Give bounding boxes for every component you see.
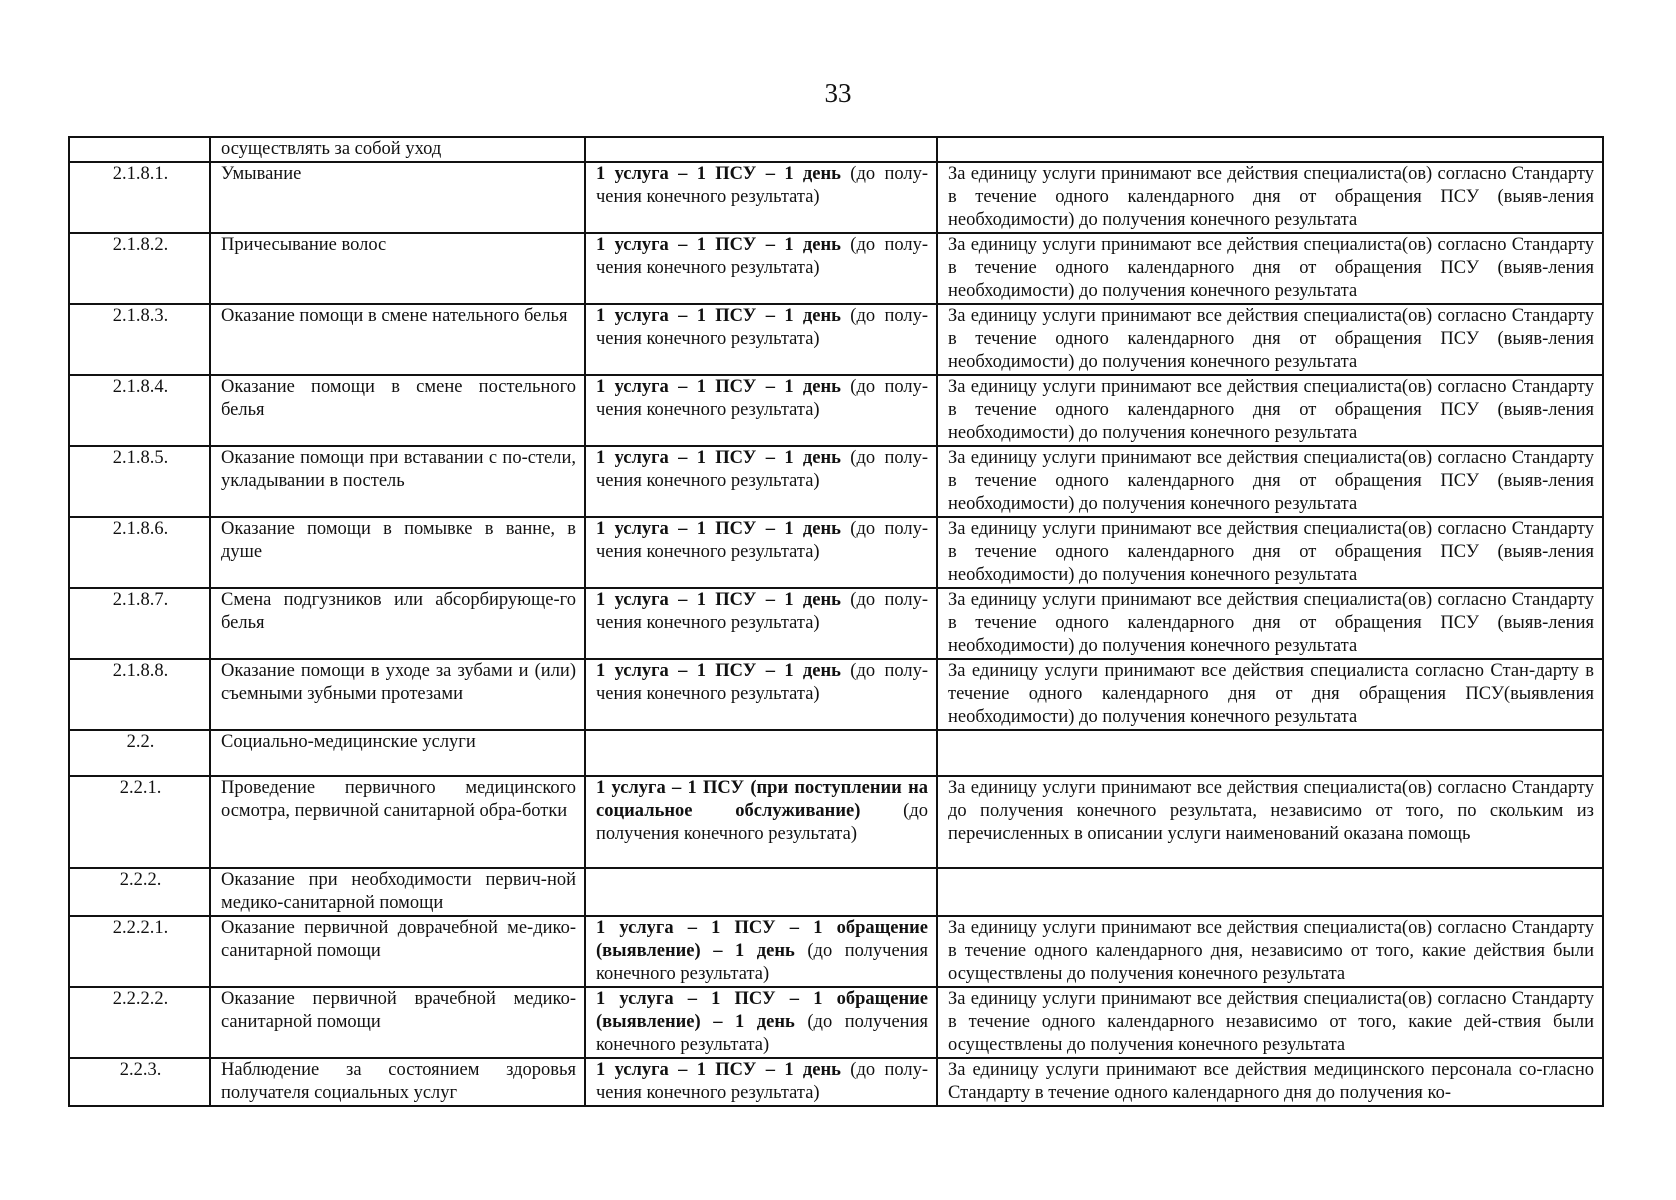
table-row [69, 916, 1603, 987]
page-number: 33 [824, 78, 852, 108]
service-name: Умывание [210, 162, 585, 233]
service-name: Проведение первичного медицинского осмотра, первичной санитарной обра-ботки [210, 776, 585, 868]
service-description: За единицу услуги принимают все действия специалиста(ов) согласно Стандарту в течение одного календарного дня, независимо от того, какие действия были осуществлены до получения конечного результата [937, 916, 1603, 987]
service-name: Оказание первичной врачебной медико-санитарной помощи [210, 987, 585, 1058]
service-unit: 1 услуга – 1 ПСУ – 1 день (до полу-чения конечного результата) [585, 588, 937, 659]
service-name: Оказание помощи в смене нательного белья [210, 304, 585, 375]
row-number: 2.1.8.8. [69, 659, 210, 730]
service-description [937, 137, 1603, 162]
service-name: Оказание помощи в смене постельного белья [210, 375, 585, 446]
table-row [69, 517, 1603, 588]
service-unit: 1 услуга – 1 ПСУ – 1 день (до полу-чения конечного результата) [585, 233, 937, 304]
service-unit: 1 услуга – 1 ПСУ – 1 день (до полу-чения конечного результата) [585, 446, 937, 517]
service-description: За единицу услуги принимают все действия специалиста(ов) согласно Стандарту до получения конечного результата, независимо от того, по скольким из перечисленных в описании услуги наименований оказана помощь [937, 776, 1603, 868]
row-number: 2.1.8.3. [69, 304, 210, 375]
row-number: 2.1.8.5. [69, 446, 210, 517]
service-unit: 1 услуга – 1 ПСУ – 1 обращение (выявление) – 1 день (до получения конечного результата) [585, 916, 937, 987]
service-name: Оказание помощи при вставании с по-стели, укладывании в постель [210, 446, 585, 517]
table-row [69, 868, 1603, 916]
row-number: 2.2.2.2. [69, 987, 210, 1058]
service-description: За единицу услуги принимают все действия специалиста(ов) согласно Стандарту в течение одного календарного дня от обращения ПСУ (выяв-ления необходимости) до получения конечного результата [937, 233, 1603, 304]
service-unit [585, 868, 937, 916]
service-unit: 1 услуга – 1 ПСУ – 1 день (до полу-чения конечного результата) [585, 659, 937, 730]
service-unit [585, 137, 937, 162]
row-number: 2.1.8.4. [69, 375, 210, 446]
table-row [69, 162, 1603, 233]
service-description: За единицу услуги принимают все действия специалиста(ов) согласно Стандарту в течение одного календарного дня от обращения ПСУ (выяв-ления необходимости) до получения конечного результата [937, 304, 1603, 375]
service-unit [585, 730, 937, 776]
service-name: Социально-медицинские услуги [210, 730, 585, 776]
table-row [69, 233, 1603, 304]
service-description: За единицу услуги принимают все действия медицинского персонала со-гласно Стандарту в течение одного календарного дня до получения ко- [937, 1058, 1603, 1106]
row-number: 2.1.8.2. [69, 233, 210, 304]
row-number: 2.1.8.6. [69, 517, 210, 588]
service-unit: 1 услуга – 1 ПСУ (при поступлении на социальное обслуживание) (до получения конечного результата) [585, 776, 937, 868]
row-number: 2.2.2.1. [69, 916, 210, 987]
row-number: 2.1.8.1. [69, 162, 210, 233]
service-unit: 1 услуга – 1 ПСУ – 1 обращение (выявление) – 1 день (до получения конечного результата) [585, 987, 937, 1058]
row-number [69, 137, 210, 162]
row-number: 2.2.2. [69, 868, 210, 916]
table-row [69, 304, 1603, 375]
service-name: Оказание помощи в уходе за зубами и (или) съемными зубными протезами [210, 659, 585, 730]
row-number: 2.2.1. [69, 776, 210, 868]
service-name: Оказание при необходимости первич-ной медико-санитарной помощи [210, 868, 585, 916]
service-name: Причесывание волос [210, 233, 585, 304]
table-row [69, 375, 1603, 446]
row-number: 2.2. [69, 730, 210, 776]
service-description: За единицу услуги принимают все действия специалиста(ов) согласно Стандарту в течение одного календарного дня от обращения ПСУ (выяв-ления необходимости) до получения конечного результата [937, 446, 1603, 517]
service-description: За единицу услуги принимают все действия специалиста согласно Стан-дарту в течение одного календарного дня от дня обращения ПСУ(выявления необходимости) до получения конечного результата [937, 659, 1603, 730]
service-name: осуществлять за собой уход [210, 137, 585, 162]
service-description: За единицу услуги принимают все действия специалиста(ов) согласно Стандарту в течение одного календарного независимо от того, какие дей-ствия были осуществлены до получения конечного результата [937, 987, 1603, 1058]
row-number: 2.2.3. [69, 1058, 210, 1106]
table-row [69, 776, 1603, 868]
row-number: 2.1.8.7. [69, 588, 210, 659]
table-row [69, 987, 1603, 1058]
service-description [937, 730, 1603, 776]
service-unit: 1 услуга – 1 ПСУ – 1 день (до полу-чения конечного результата) [585, 375, 937, 446]
service-unit: 1 услуга – 1 ПСУ – 1 день (до полу-чения конечного результата) [585, 517, 937, 588]
table-row [69, 730, 1603, 776]
table-row [69, 446, 1603, 517]
table-row [69, 659, 1603, 730]
service-unit: 1 услуга – 1 ПСУ – 1 день (до полу-чения конечного результата) [585, 304, 937, 375]
service-description: За единицу услуги принимают все действия специалиста(ов) согласно Стандарту в течение одного календарного дня от обращения ПСУ (выяв-ления необходимости) до получения конечного результата [937, 375, 1603, 446]
service-name: Наблюдение за состоянием здоровья получателя социальных услуг [210, 1058, 585, 1106]
services-table [68, 136, 1604, 1107]
service-name: Смена подгузников или абсорбирующе-го белья [210, 588, 585, 659]
service-description [937, 868, 1603, 916]
service-description: За единицу услуги принимают все действия специалиста(ов) согласно Стандарту в течение одного календарного дня от обращения ПСУ (выяв-ления необходимости) до получения конечного результата [937, 588, 1603, 659]
service-unit: 1 услуга – 1 ПСУ – 1 день (до полу-чения конечного результата) [585, 162, 937, 233]
service-description: За единицу услуги принимают все действия специалиста(ов) согласно Стандарту в течение одного календарного дня от обращения ПСУ (выяв-ления необходимости) до получения конечного результата [937, 517, 1603, 588]
service-name: Оказание помощи в помывке в ванне, в душе [210, 517, 585, 588]
service-description: За единицу услуги принимают все действия специалиста(ов) согласно Стандарту в течение одного календарного дня от обращения ПСУ (выяв-ления необходимости) до получения конечного результата [937, 162, 1603, 233]
service-name: Оказание первичной доврачебной ме-дико-санитарной помощи [210, 916, 585, 987]
table-row [69, 1058, 1603, 1106]
table-row [69, 137, 1603, 162]
table-row [69, 588, 1603, 659]
service-unit: 1 услуга – 1 ПСУ – 1 день (до полу-чения конечного результата) [585, 1058, 937, 1106]
